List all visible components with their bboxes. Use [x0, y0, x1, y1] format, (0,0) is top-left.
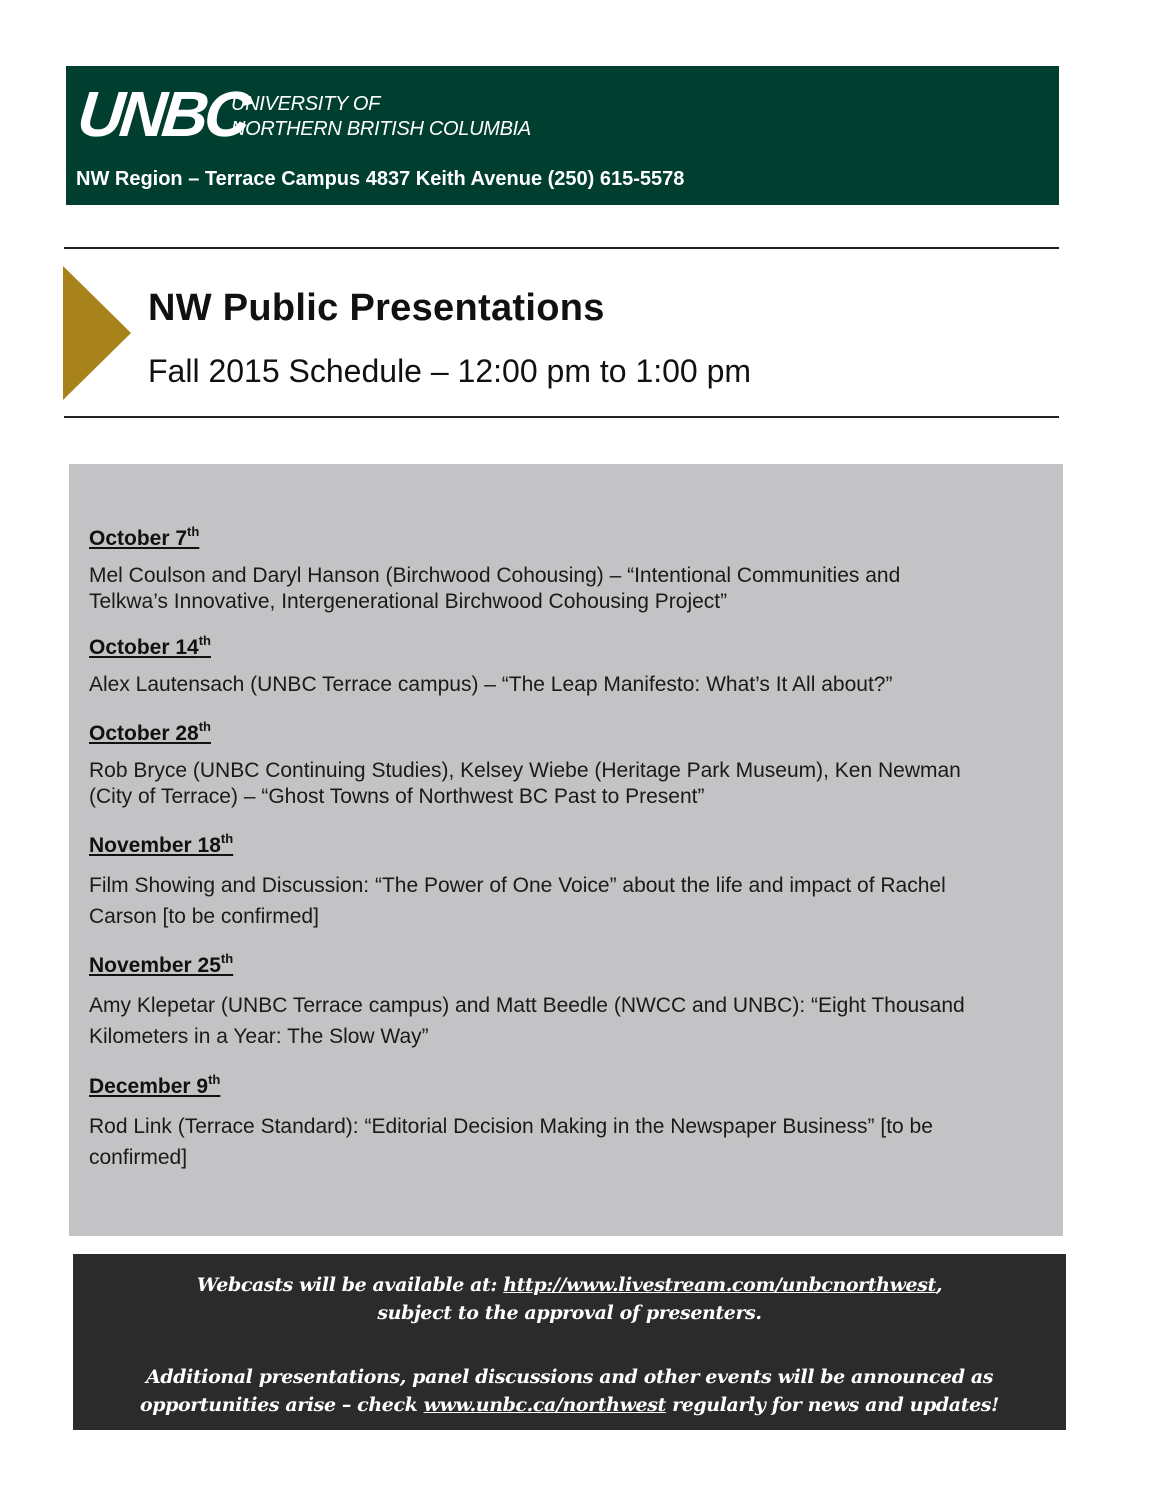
page-title: NW Public Presentations [148, 287, 605, 329]
event-october-14 [89, 628, 1049, 698]
gold-arrow-icon [63, 266, 131, 400]
additional-events-line: Additional presentations, panel discussions and other events will be announced as [145, 1366, 994, 1388]
event-december-9 [89, 1067, 1049, 1173]
bottom-divider [64, 416, 1059, 418]
university-name [231, 92, 531, 142]
campus-address: NW Region – Terrace Campus 4837 Keith Avenue (250) 615-5578 [76, 168, 685, 190]
top-divider [64, 247, 1059, 249]
event-description: Film Showing and Discussion: “The Power of One Voice” about the life and impact of Rachel Carson [to be confirmed] [89, 874, 946, 928]
unbc-logo: UNBC [74, 78, 251, 150]
event-date: October 7th [89, 524, 200, 550]
event-description: Rob Bryce (UNBC Continuing Studies), Kelsey Wiebe (Heritage Park Museum), Ken Newman (City of Terrace) – “Ghost Towns of Northwest BC Past to Present” [89, 759, 961, 808]
event-date: November 18th [89, 831, 234, 857]
schedule-panel [69, 464, 1063, 1236]
event-description: Mel Coulson and Daryl Hanson (Birchwood Cohousing) – “Intentional Communities and Telkwa’s Innovative, Intergenerational Birchwood Cohousing Project” [89, 564, 901, 613]
webcast-line: Webcasts will be available at: http://www.livestream.com/unbcnorthwest, [196, 1274, 943, 1296]
unbc-northwest-link[interactable]: www.unbc.ca/northwest [423, 1394, 666, 1416]
event-date: October 14th [89, 633, 211, 659]
event-description: Amy Klepetar (UNBC Terrace campus) and Matt Beedle (NWCC and UNBC): “Eight Thousand Kilometers in a Year: The Slow Way” [89, 994, 965, 1048]
university-name-line2: NORTHERN BRITISH COLUMBIA [231, 118, 531, 140]
check-website-line: opportunities arise – check www.unbc.ca/northwest regularly for news and updates! [139, 1394, 999, 1416]
event-november-18 [89, 826, 1049, 932]
schedule-subtitle: Fall 2015 Schedule – 12:00 pm to 1:00 pm [148, 353, 752, 389]
event-date: October 28th [89, 719, 211, 745]
event-october-7 [89, 519, 1049, 615]
event-date: November 25th [89, 951, 234, 977]
livestream-link[interactable]: http://www.livestream.com/unbcnorthwest [503, 1274, 936, 1296]
webcast-approval-line: subject to the approval of presenters. [377, 1302, 762, 1324]
header-banner [66, 66, 1059, 205]
event-date: December 9th [89, 1072, 221, 1098]
footer-notice [73, 1254, 1066, 1430]
event-description: Alex Lautensach (UNBC Terrace campus) – “The Leap Manifesto: What’s It All about?” [89, 673, 893, 696]
event-description: Rod Link (Terrace Standard): “Editorial Decision Making in the Newspaper Business” [to be confirmed] [89, 1115, 933, 1169]
event-november-25 [89, 946, 1049, 1052]
university-name-line1: UNIVERSITY OF [231, 93, 381, 115]
event-october-28 [89, 714, 1049, 810]
